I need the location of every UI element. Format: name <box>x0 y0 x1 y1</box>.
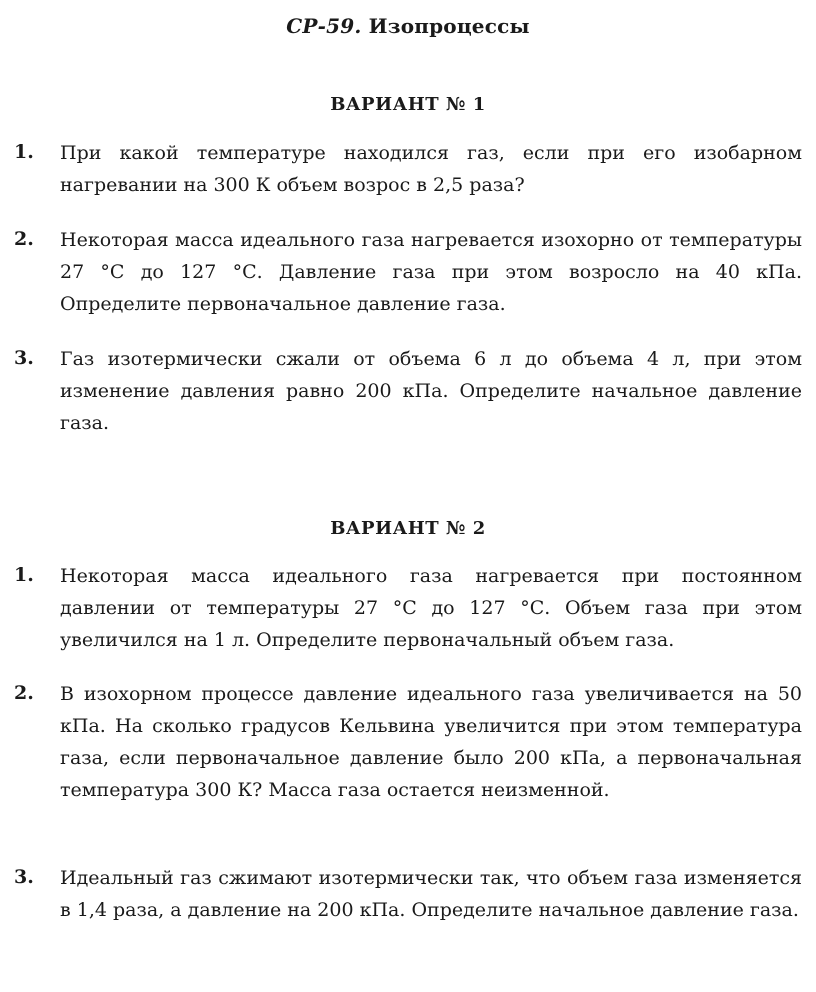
problem-number: 1. <box>14 141 34 163</box>
problem-number: 2. <box>14 228 34 250</box>
problem-text: Некоторая масса идеального газа нагревается при постоянном давлении от температуры 27 °С до 127 °С. Объем газа при этом увеличился на 1 л. Определите первоначальный объем газа. <box>60 565 802 651</box>
variant-2-heading: ВАРИАНТ № 2 <box>330 518 486 539</box>
title-text: Изопроцессы <box>368 14 530 38</box>
problem-number: 3. <box>14 866 34 888</box>
variant-1-heading: ВАРИАНТ № 1 <box>330 94 486 115</box>
problem-text: При какой температуре находился газ, если при его изобарном нагревании на 300 К объем возрос в 2,5 раза? <box>60 142 802 196</box>
problem-number: 3. <box>14 347 34 369</box>
problem-text: В изохорном процессе давление идеального газа увеличивается на 50 кПа. На сколько градусов Кельвина увеличится при этом температура газа, если первоначальное давление было 200 кПа, а первоначальная температура 300 К? Масса газа остается неизменной. <box>60 683 802 801</box>
problem-number: 1. <box>14 564 34 586</box>
problem-text: Некоторая масса идеального газа нагревается изохорно от температуры 27 °С до 127 °С. Давление газа при этом возросло на 40 кПа. Определите первоначальное давление газа. <box>60 229 802 315</box>
problem-text: Газ изотермически сжали от объема 6 л до объема 4 л, при этом изменение давления равно 200 кПа. Определите начальное давление газа. <box>60 348 802 434</box>
problem-text: Идеальный газ сжимают изотермически так, что объем газа изменяется в 1,4 раза, а давление на 200 кПа. Определите начальное давление газа. <box>60 867 802 921</box>
problem-number: 2. <box>14 682 34 704</box>
title-code: СР-59. <box>286 14 362 38</box>
page-title <box>0 14 816 38</box>
